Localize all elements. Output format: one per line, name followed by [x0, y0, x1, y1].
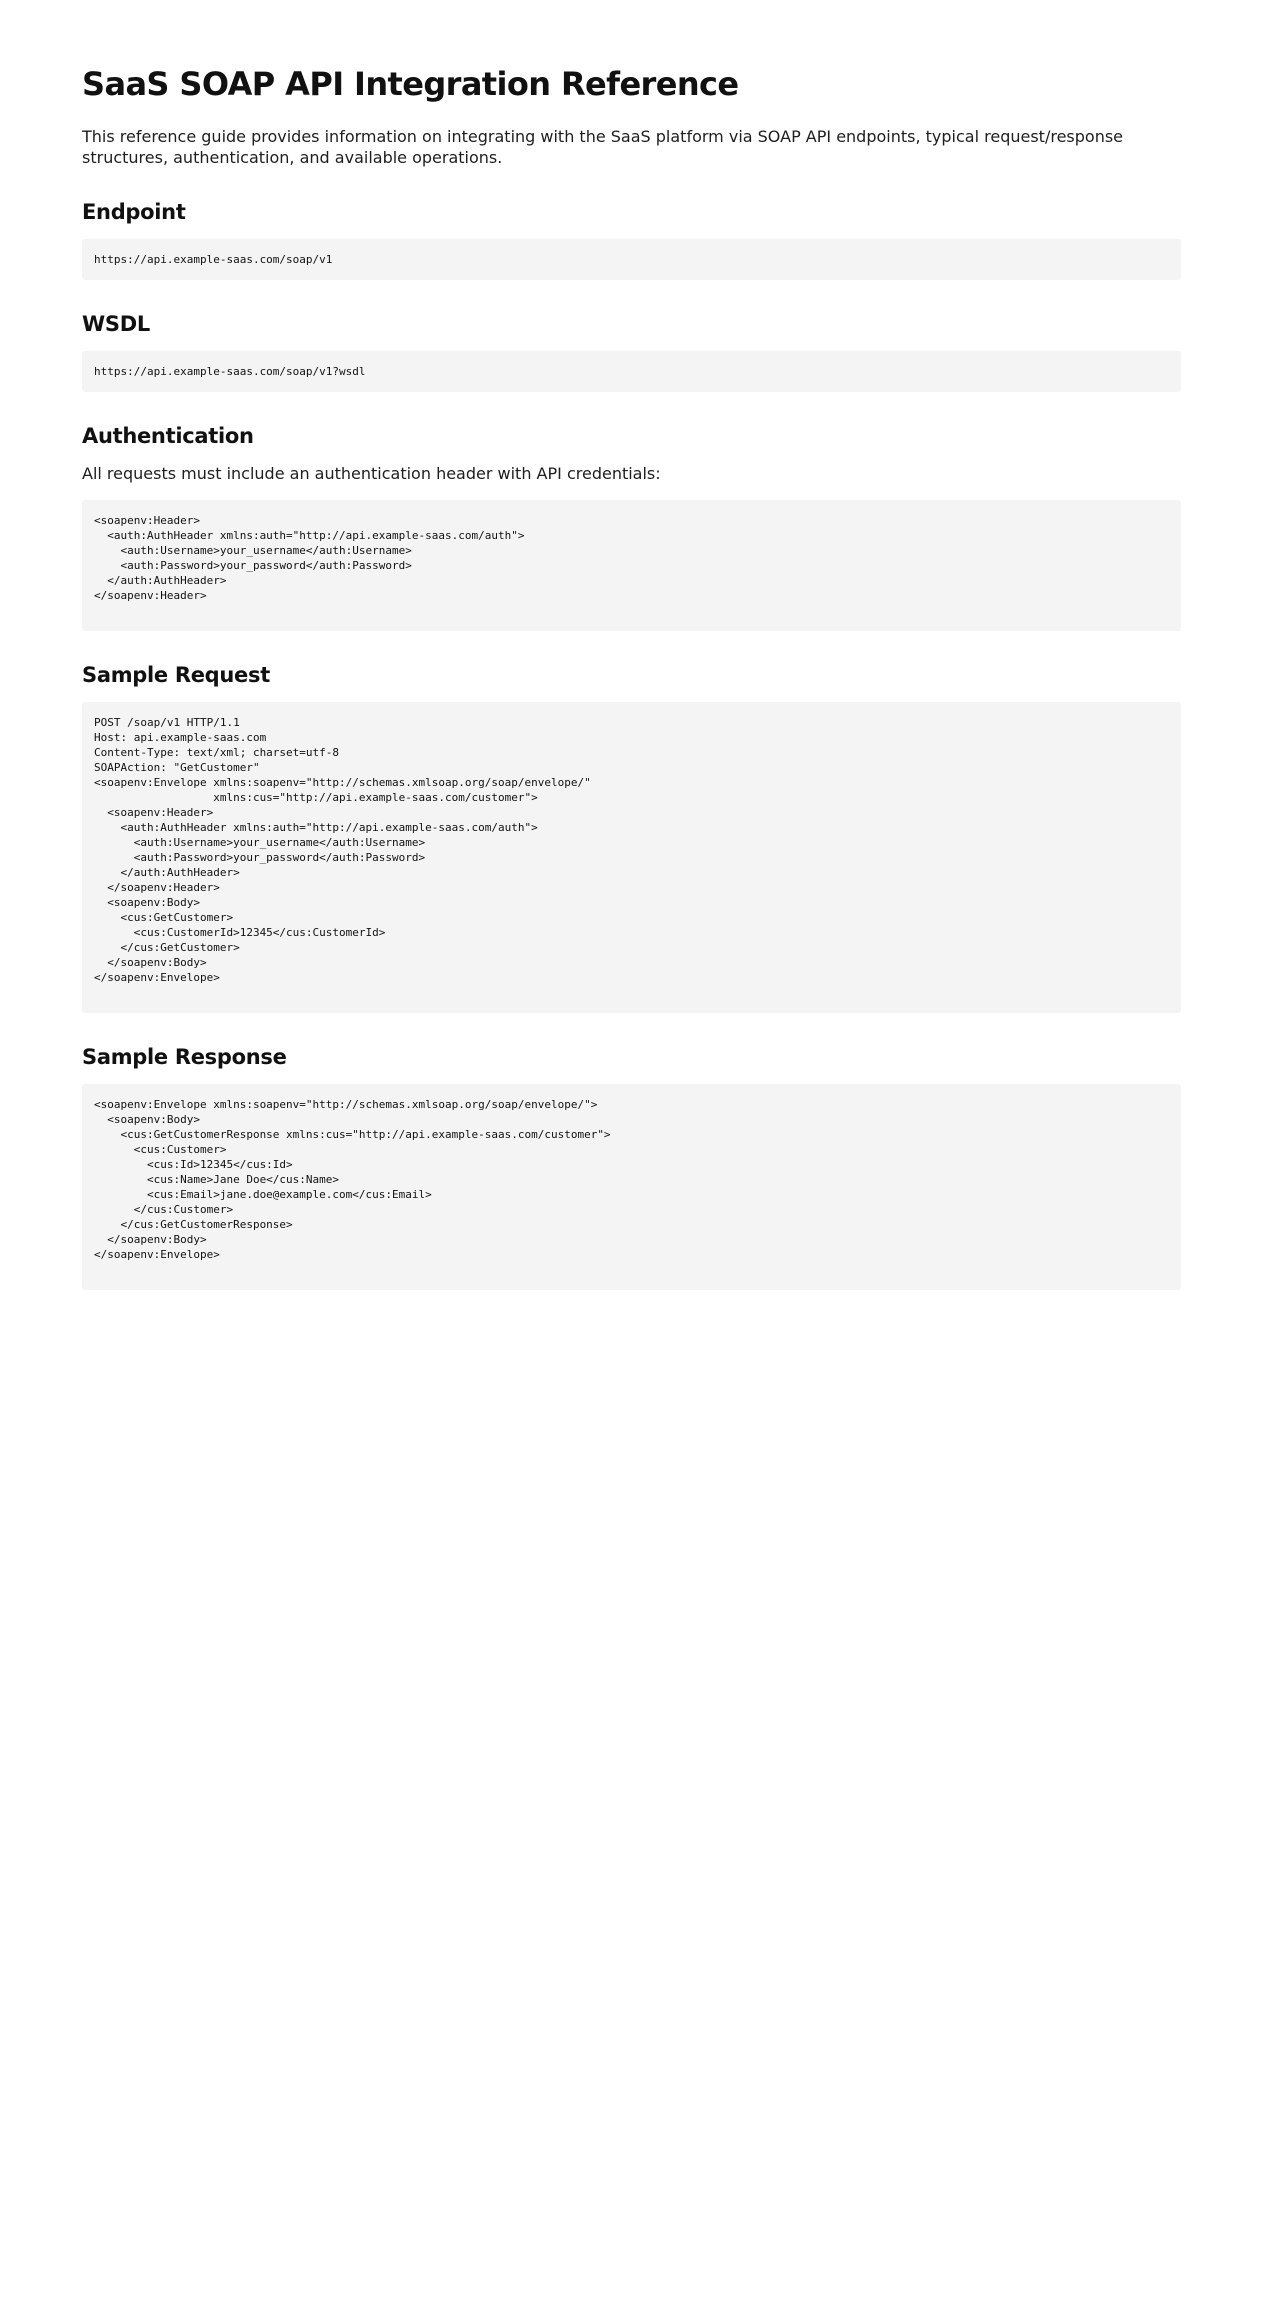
page-title: SaaS SOAP API Integration Reference: [82, 65, 739, 103]
endpoint-section: [82, 198, 1181, 280]
sample-response-section: [82, 1043, 1181, 1290]
wsdl-section: [82, 310, 1181, 392]
authentication-header-code-block[interactable]: <soapenv:Header> <auth:AuthHeader xmlns:auth="http://api.example-saas.com/auth"> <auth:Username>your_username</auth:Username> <auth:Password>your_password</auth:Password> </auth:AuthHeader> </soapenv:Header>: [82, 500, 1181, 631]
authentication-description: All requests must include an authentication header with API credentials:: [82, 464, 661, 483]
wsdl-heading: WSDL: [82, 312, 150, 336]
sample-response-heading: Sample Response: [82, 1045, 287, 1069]
endpoint-url-code-block[interactable]: https://api.example-saas.com/soap/v1: [82, 239, 1181, 280]
sample-request-section: [82, 661, 1181, 1013]
authentication-section: [82, 422, 1181, 631]
sample-request-heading: Sample Request: [82, 663, 270, 687]
intro-paragraph: This reference guide provides information on integrating with the SaaS platform via SOAP API endpoints, typical request/response structures, authentication, and available operations.: [82, 127, 1124, 167]
authentication-heading: Authentication: [82, 424, 254, 448]
wsdl-url-code-block[interactable]: https://api.example-saas.com/soap/v1?wsdl: [82, 351, 1181, 392]
endpoint-heading: Endpoint: [82, 200, 186, 224]
sample-response-code-block[interactable]: <soapenv:Envelope xmlns:soapenv="http://schemas.xmlsoap.org/soap/envelope/"> <soapenv:Body> <cus:GetCustomerResponse xmlns:cus="http://api.example-saas.com/customer"> <cus:Customer> <cus:Id>12345</cus:Id> <cus:Name>Jane Doe</cus:Name> <cus:Email>jane.doe@example.com</cus:Email> </cus:Customer> </cus:GetCustomerResponse> </soapenv:Body> </soapenv:Envelope>: [82, 1084, 1181, 1290]
sample-request-code-block[interactable]: POST /soap/v1 HTTP/1.1 Host: api.example-saas.com Content-Type: text/xml; charset=utf-8 SOAPAction: "GetCustomer" <soapenv:Envelope xmlns:soapenv="http://schemas.xmlsoap.org/soap/envelope/" xmlns:cus="http://api.example-saas.com/customer"> <soapenv:Header> <auth:AuthHeader xmlns:auth="http://api.example-saas.com/auth"> <auth:Username>your_username</auth:Username> <auth:Password>your_password</auth:Password> </auth:AuthHeader> </soapenv:Header> <soapenv:Body> <cus:GetCustomer> <cus:CustomerId>12345</cus:CustomerId> </cus:GetCustomer> </soapenv:Body> </soapenv:Envelope>: [82, 702, 1181, 1013]
